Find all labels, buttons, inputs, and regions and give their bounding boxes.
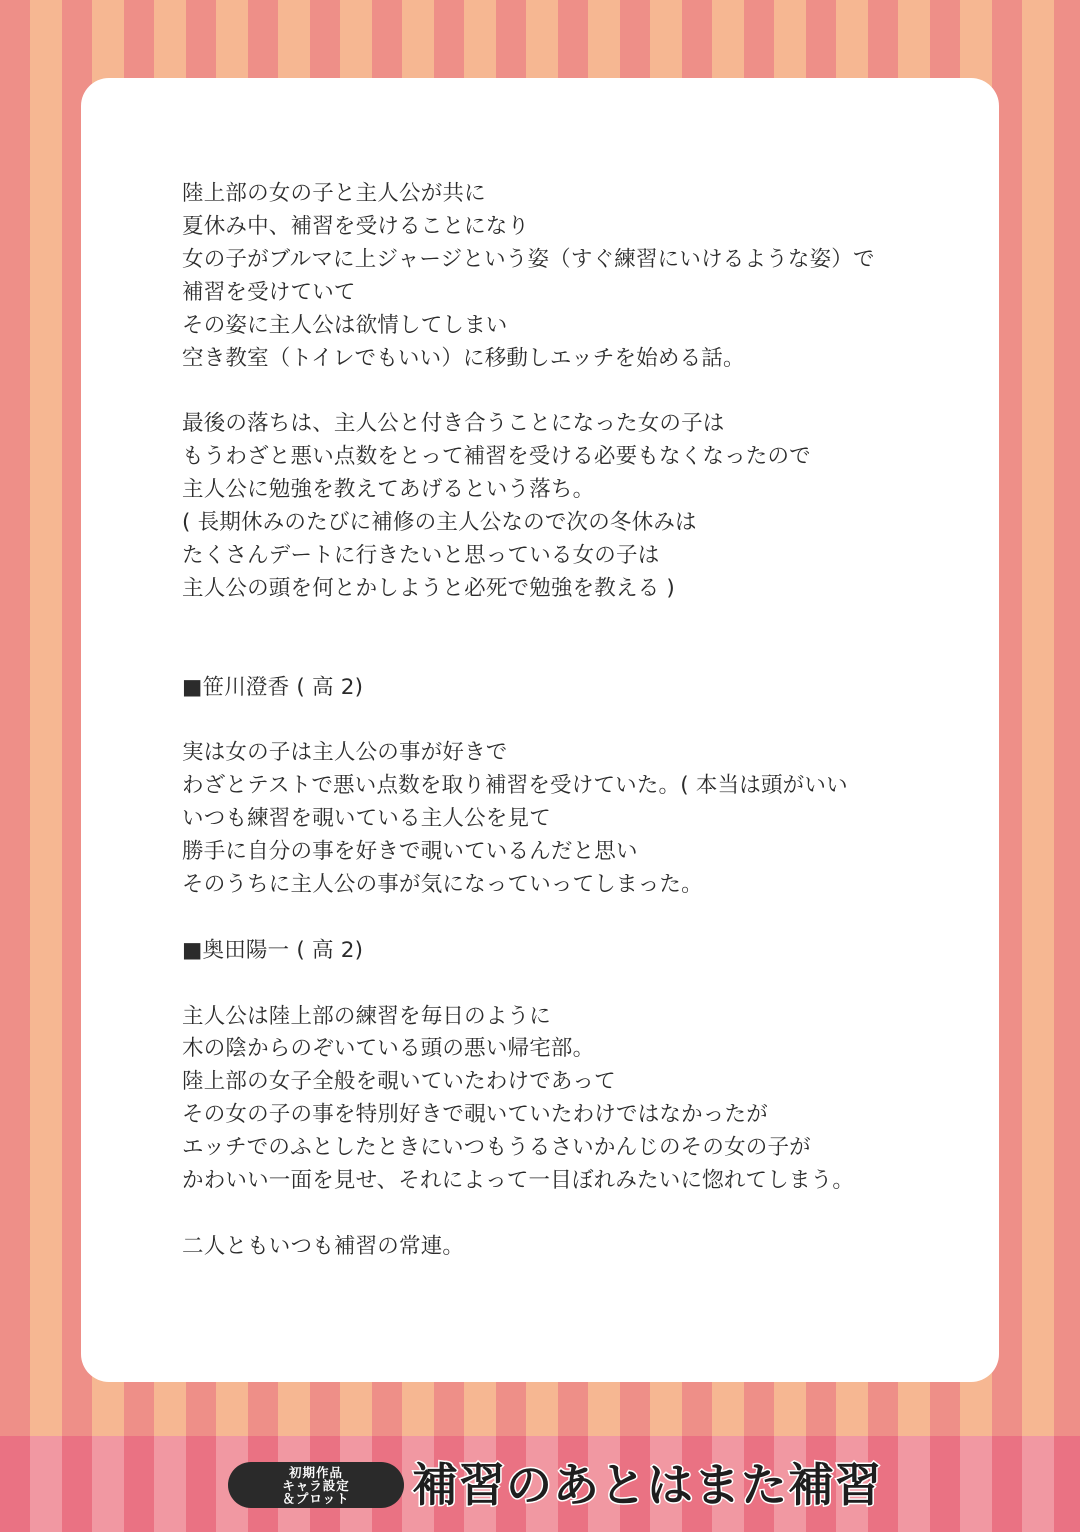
text-line: 主人公は陸上部の練習を毎日のように	[182, 1003, 551, 1029]
text-line: 陸上部の女の子と主人公が共に	[182, 181, 486, 206]
text-line: ( 長期休みのたびに補修の主人公なので次の冬休みは	[182, 510, 697, 536]
text-line: 空き教室（トイレでもいい）に移動しエッチを始める話。	[182, 345, 745, 371]
text-line: 夏休み中、補習を受けることになり	[182, 213, 530, 239]
badge-line: キャラ設定	[282, 1477, 350, 1493]
text-line: 女の子がブルマに上ジャージという姿（すぐ練習にいけるような姿）で	[182, 246, 875, 272]
text-line: たくさんデートに行きたいと思っている女の子は	[182, 542, 660, 568]
text-line: 主人公の頭を何とかしようと必死で勉強を教える )	[182, 575, 676, 601]
document-body	[182, 178, 962, 1264]
text-line: そのうちに主人公の事が気になっていってしまった。	[182, 871, 703, 897]
text-line: 木の陰からのぞいている頭の悪い帰宅部。	[182, 1036, 595, 1062]
text-line: 陸上部の女子全般を覗いていたわけであって	[182, 1069, 616, 1095]
footer-title: 補習のあとはまた補習	[412, 1458, 882, 1512]
blank-line	[182, 375, 962, 408]
blank-line	[182, 968, 962, 1001]
text-line: 主人公に勉強を教えてあげるという落ち。	[182, 477, 595, 503]
text-line: わざとテストで悪い点数を取り補習を受けていた。( 本当は頭がいい	[182, 773, 848, 799]
character-heading-sumika: ■笹川澄香 ( 高 2)	[182, 674, 364, 700]
text-line: 二人ともいつも補習の常連。	[182, 1233, 465, 1259]
badge-line: 初期作品	[288, 1464, 343, 1480]
section-badge	[228, 1462, 404, 1508]
character-heading-yoichi: ■奥田陽一 ( 高 2)	[182, 937, 364, 963]
text-line: その女の子の事を特別好きで覗いていたわけではなかったが	[182, 1102, 768, 1128]
text-line: かわいい一面を見せ、それによって一目ぼれみたいに惚れてしまう。	[182, 1168, 855, 1194]
blank-line	[182, 1198, 962, 1231]
badge-line: ＆プロット	[282, 1490, 350, 1506]
blank-line	[182, 902, 962, 935]
text-line: 実は女の子は主人公の事が好きで	[182, 740, 508, 766]
blank-line	[182, 704, 962, 737]
text-line: 補習を受けていて	[182, 279, 356, 305]
blank-line	[182, 639, 962, 672]
text-line: もうわざと悪い点数をとって補習を受ける必要もなくなったので	[182, 444, 811, 470]
text-line: 最後の落ちは、主人公と付き合うことになった女の子は	[182, 411, 725, 437]
text-line: 勝手に自分の事を好きで覗いているんだと思い	[182, 839, 638, 865]
text-line: エッチでのふとしたときにいつもうるさいかんじのその女の子が	[182, 1135, 811, 1161]
blank-line	[182, 606, 962, 639]
text-line: いつも練習を覗いている主人公を見て	[182, 806, 551, 832]
text-line: その姿に主人公は欲情してしまい	[182, 312, 508, 338]
